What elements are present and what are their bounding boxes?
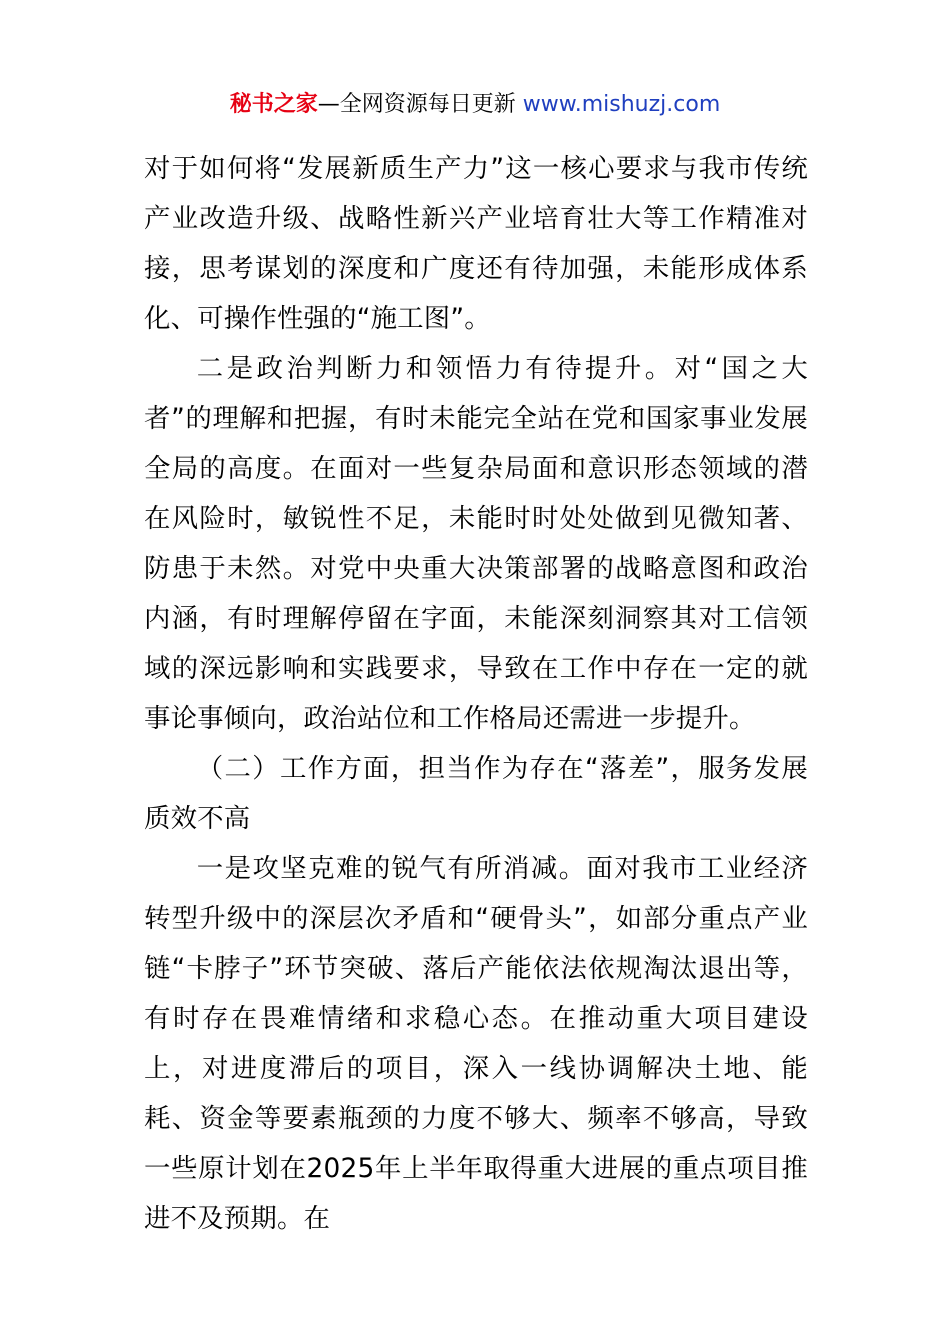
site-brand: 秘书之家	[229, 92, 318, 117]
site-url-link[interactable]: www.mishuzj.com	[522, 92, 721, 117]
section-heading-work: （二）工作方面，担当作为存在“落差”，服务发展质效不高	[144, 753, 808, 834]
paragraph-political-judgment: 二是政治判断力和领悟力有待提升。对“国之大者”的理解和把握，有时未能完全站在党和国家事业发展全局的高度。在面对一些复杂局面和意识形态领域的潜在风险时，敏锐性不足，未能时时处处做到见微知著、防患于未然。对党中央重大决策部署的战略意图和政治内涵，有时理解停留在字面，未能深刻洞察其对工信领域的深远影响和实践要求，导致在工作中存在一定的就事论事倾向，政治站位和工作格局还需进一步提升。	[144, 353, 808, 734]
paragraph-continuation: 对于如何将“发展新质生产力”这一核心要求与我市传统产业改造升级、战略性新兴产业培育壮大等工作精准对接，思考谋划的深度和广度还有待加强，未能形成体系化、可操作性强的“施工图”。	[144, 153, 808, 334]
site-tagline: —全网资源每日更新	[317, 92, 523, 117]
document-body	[144, 144, 808, 1244]
site-header	[0, 88, 950, 122]
paragraph-tackling-difficulties: 一是攻坚克难的锐气有所消减。面对我市工业经济转型升级中的深层次矛盾和“硬骨头”，如部分重点产业链“卡脖子”环节突破、落后产能依法依规淘汰退出等，有时存在畏难情绪和求稳心态。在推动重大项目建设上，对进度滞后的项目，深入一线协调解决土地、能耗、资金等要素瓶颈的力度不够大、频率不够高，导致一些原计划在2025年上半年取得重大进展的重点项目推进不及预期。在	[144, 853, 808, 1234]
